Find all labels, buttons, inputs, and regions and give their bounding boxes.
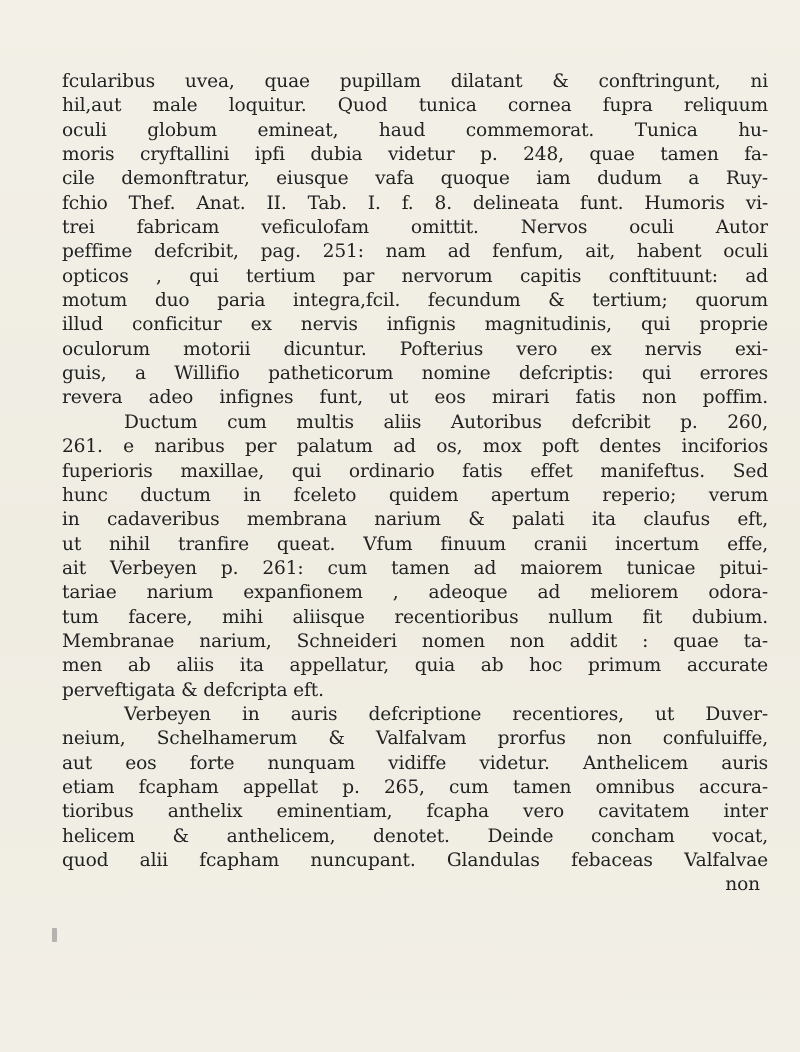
text-line: motum duo paria integra,fcil. fecundum & tertium; quorum <box>62 290 768 312</box>
text-line: 261. e naribus per palatum ad os, mox poft dentes inciforios <box>62 436 768 458</box>
text-line: Verbeyen in auris defcriptione recentiores, ut Duver- <box>124 703 768 725</box>
text-line: oculi globum emineat, haud commemorat. Tunica hu- <box>62 119 768 141</box>
text-line: cile demonftratur, eiusque vafa quoque iam dudum a Ruy- <box>62 168 768 190</box>
text-line: aut eos forte nunquam vidiffe videtur. Anthelicem auris <box>62 752 768 774</box>
text-line: fchio Thef. Anat. II. Tab. I. f. 8. delineata funt. Humoris vi- <box>62 192 768 214</box>
page-text <box>62 70 768 898</box>
text-line: ut nihil tranfire queat. Vfum finuum cranii incertum effe, <box>62 533 768 555</box>
text-line: tioribus anthelix eminentiam, fcapha vero cavitatem inter <box>62 801 768 823</box>
text-line: oculorum motorii dicuntur. Pofterius vero ex nervis exi- <box>62 338 768 360</box>
text-line: hunc ductum in fceleto quidem apertum reperio; verum <box>62 484 768 506</box>
text-line: revera adeo infignes funt, ut eos mirari fatis non poffim. <box>62 387 768 409</box>
text-line: fcularibus uvea, quae pupillam dilatant & conftringunt, ni <box>62 71 768 92</box>
text-line: tum facere, mihi aliisque recentioribus nullum fit dubium. <box>62 606 768 628</box>
catchword: non <box>725 874 760 896</box>
text-line: Ductum cum multis aliis Autoribus defcribit p. 260, <box>124 411 768 433</box>
text-line: helicem & anthelicem, denotet. Deinde concham vocat, <box>62 825 768 847</box>
text-line: opticos , qui tertium par nervorum capitis conftituunt: ad <box>62 265 768 287</box>
text-line: hil,aut male loquitur. Quod tunica cornea fupra reliquum <box>62 95 768 117</box>
text-line: etiam fcapham appellat p. 265, cum tamen omnibus accura- <box>62 776 768 798</box>
margin-mark <box>52 928 57 942</box>
text-line: tariae narium expanfionem , adeoque ad meliorem odora- <box>62 582 768 604</box>
text-line: in cadaveribus membrana narium & palati ita claufus eft, <box>62 509 768 531</box>
text-line: ait Verbeyen p. 261: cum tamen ad maiorem tunicae pitui- <box>62 557 768 579</box>
text-line: men ab aliis ita appellatur, quia ab hoc primum accurate <box>62 655 768 677</box>
text-line: perveftigata & defcripta eft. <box>62 679 324 701</box>
text-line: quod alii fcapham nuncupant. Glandulas febaceas Valfalvae <box>62 850 768 871</box>
text-line: trei fabricam veficulofam omittit. Nervos oculi Autor <box>62 217 768 239</box>
text-line: guis, a Willifio patheticorum nomine defcriptis: qui errores <box>62 363 768 385</box>
text-line: neium, Schelhamerum & Valfalvam prorfus non confuluiffe, <box>62 728 768 750</box>
text-line: fuperioris maxillae, qui ordinario fatis effet manifeftus. Sed <box>62 460 768 482</box>
text-line: illud conficitur ex nervis infignis magnitudinis, qui proprie <box>62 314 768 336</box>
text-line: moris cryftallini ipfi dubia videtur p. 248, quae tamen fa- <box>62 144 768 166</box>
text-line: Membranae narium, Schneideri nomen non addit : quae ta- <box>62 630 768 652</box>
text-line: peffime defcribit, pag. 251: nam ad fenfum, ait, habent oculi <box>62 241 768 263</box>
